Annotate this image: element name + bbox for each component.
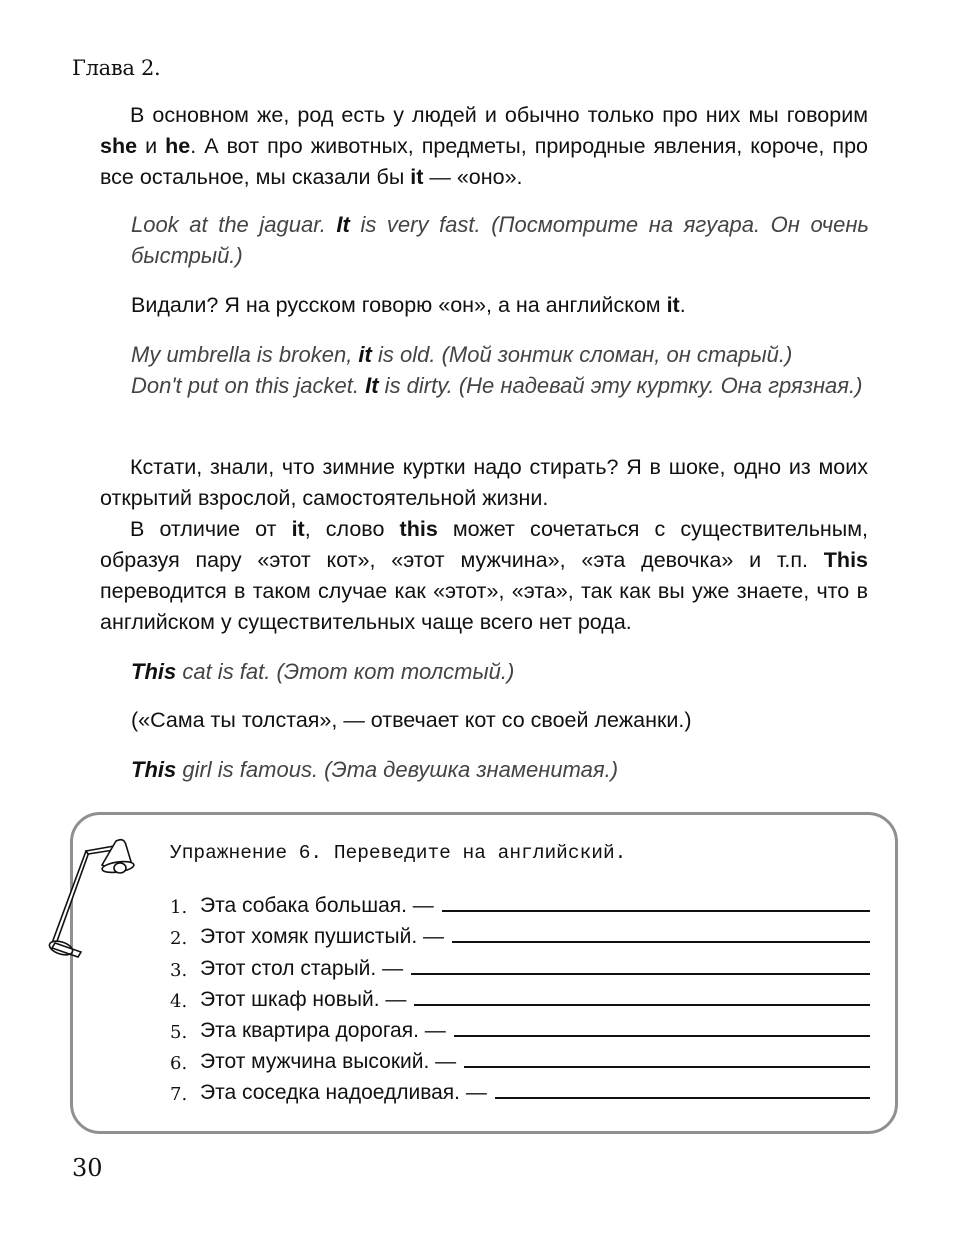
item-number: 6. [170,1053,188,1075]
remark-cat: («Сама ты толстая», — отвечает кот со своей лежанки.) [131,708,692,732]
item-text: Эта квартира дорогая. — [200,1018,446,1042]
item-text: Эта соседка надоедливая. — [200,1081,487,1105]
keyword-it: it [666,293,680,317]
item-number: 1. [170,897,188,919]
remark-russian-english [131,290,686,321]
paragraph-this [100,514,868,638]
item-text: Этот стол старый. — [200,956,404,980]
answer-line[interactable] [411,973,870,975]
example-girl [131,754,869,785]
exercise-list [170,887,870,1105]
text-run: My umbrella is broken, [131,342,359,367]
keyword-it: it [291,517,305,541]
text-run: может сочетаться с существительным, образуя пару «этот кот», «этот мужчина», «эта девочка» и т.п. [100,517,868,572]
example-jaguar [131,209,869,271]
keyword-this: this [399,517,438,541]
item-text: Этот мужчина высокий. — [200,1050,457,1074]
keyword-it: it [410,165,424,189]
text-run: Видали? Я на русском говорю «он», а на английском [131,293,667,317]
keyword-she: she [100,134,138,158]
keyword-it: It [336,212,350,237]
text-run: и [137,134,166,158]
chapter-header: Глава 2. [72,56,161,80]
item-number: 2. [170,928,188,950]
example-cat [131,656,869,687]
answer-line[interactable] [442,910,870,912]
exercise-item [170,1043,870,1074]
item-number: 7. [170,1084,188,1106]
answer-line[interactable] [454,1035,870,1037]
item-number: 3. [170,959,188,981]
exercise-title: Упражнение 6. Переведите на английский. [170,842,627,864]
example-umbrella-jacket [131,339,869,401]
text-run: . А вот про животных, предметы, природные явления, короче, про все остальное, мы сказали бы [100,134,868,189]
text-run: , слово [304,517,400,541]
keyword-this: This [823,548,868,572]
keyword-this: This [131,757,177,782]
text-run: cat is fat. (Этот кот толстый.) [176,659,515,684]
text-run: — «оно». [423,165,523,189]
keyword-it: It [365,373,379,398]
page-number: 30 [72,1154,103,1182]
item-number: 5. [170,1021,188,1043]
text-run: is very fast. (Посмотрите на ягуара. Он очень быстрый.) [131,212,869,268]
answer-line[interactable] [464,1066,870,1068]
text-run: girl is famous. (Эта девушка знаменитая.) [176,757,619,782]
text-run: В отличие от [130,517,292,541]
exercise-item [170,887,870,918]
text-run: переводится в таком случае как «этот», «эта», так как вы уже знаете, что в английском у существительных чаще всего нет рода. [100,579,868,634]
paragraph-gender [100,100,868,193]
item-number: 4. [170,990,188,1012]
keyword-it: it [358,342,372,367]
paragraph-jackets: Кстати, знали, что зимние куртки надо стирать? Я в шоке, одно из моих открытий взрослой, самостоятельной жизни. [100,455,868,510]
item-text: Этот хомяк пушистый. — [200,925,444,949]
item-text: Эта собака большая. — [200,894,434,918]
exercise-item [170,918,870,949]
item-text: Этот шкаф новый. — [200,987,407,1011]
answer-line[interactable] [495,1097,870,1099]
exercise-item [170,1074,870,1105]
desk-lamp-icon [40,835,160,965]
text-run: is dirty. (Не надевай эту куртку. Она грязная.) [378,373,863,398]
answer-line[interactable] [414,1004,870,1006]
text-run: . [679,293,686,317]
exercise-item [170,949,870,980]
example-jacket [131,370,869,401]
text-run: is old. (Мой зонтик сломан, он старый.) [371,342,793,367]
text-run: Don't put on this jacket. [131,373,366,398]
keyword-this: This [131,659,177,684]
exercise-item [170,981,870,1012]
answer-line[interactable] [452,941,870,943]
example-umbrella [131,339,869,370]
text-run: В основном же, род есть у людей и обычно только про них мы говорим [130,103,868,127]
keyword-he: he [165,134,191,158]
text-run: Look at the jaguar. [131,212,337,237]
exercise-item [170,1012,870,1043]
